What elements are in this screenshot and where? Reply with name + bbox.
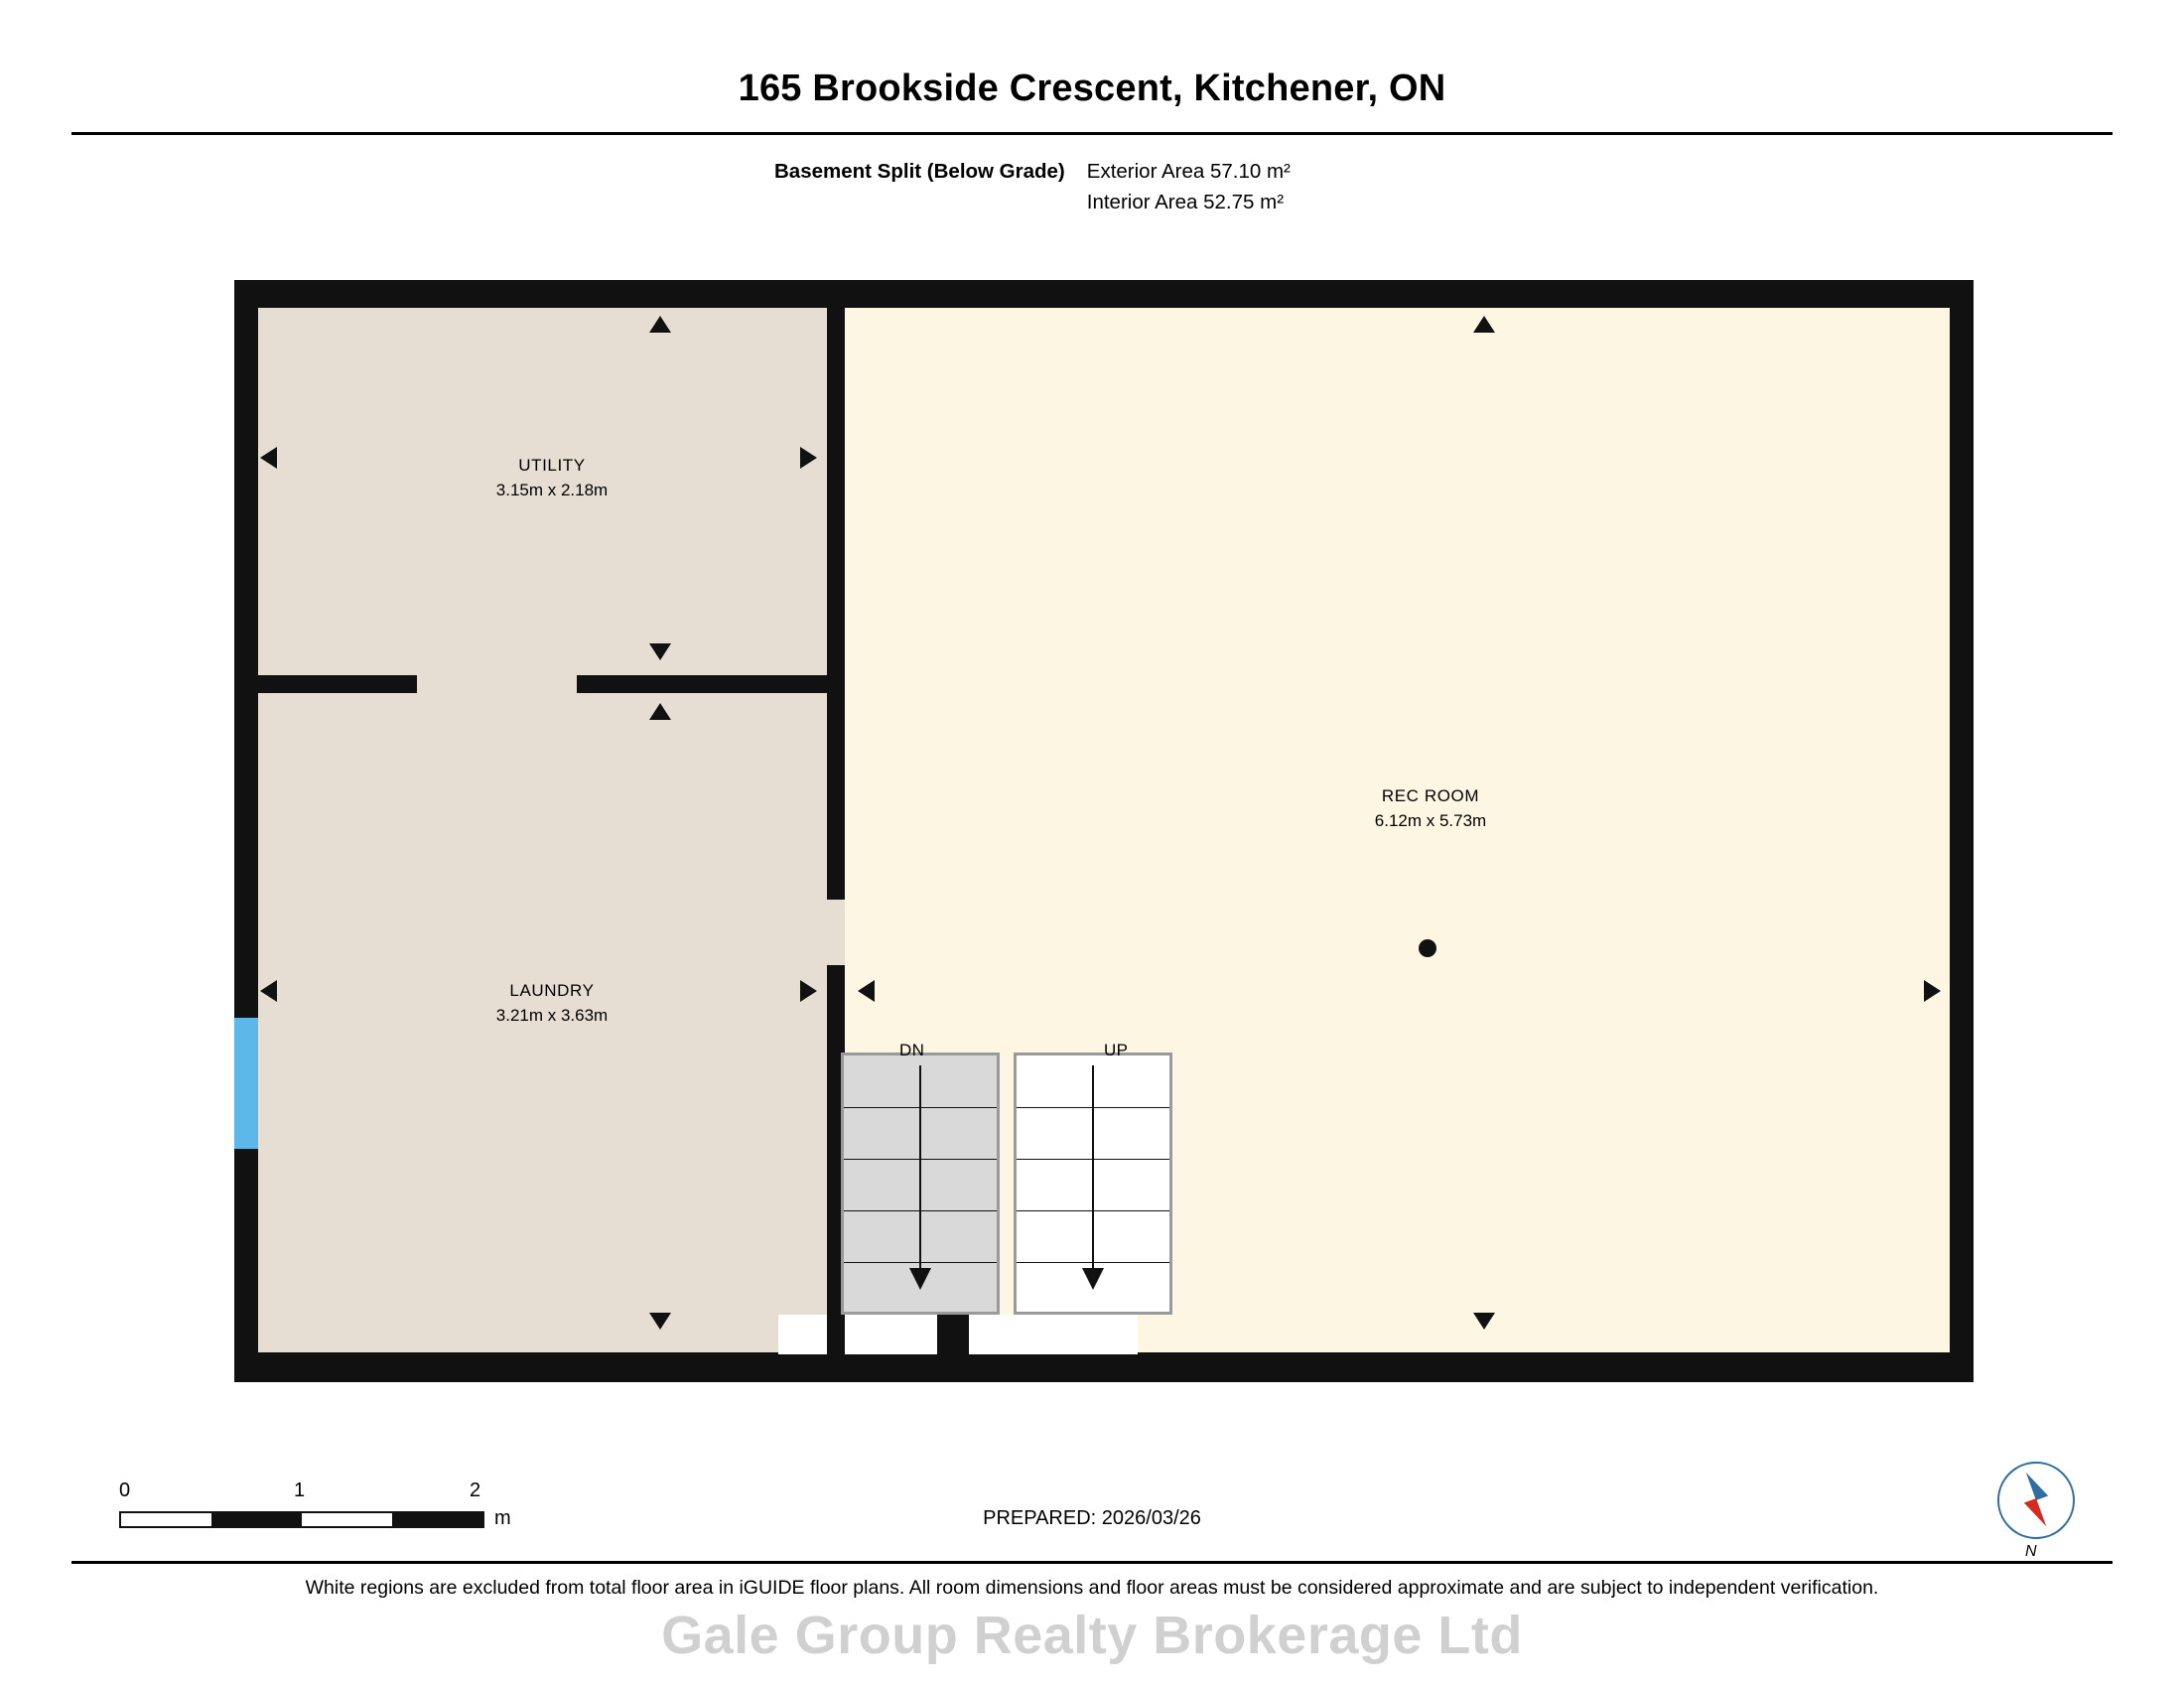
level-label: Basement Split (Below Grade) bbox=[774, 160, 1065, 183]
stair-direction-line bbox=[919, 1065, 921, 1274]
interior-wall-center-upper bbox=[827, 308, 845, 900]
page-title: 165 Brookside Crescent, Kitchener, ON bbox=[738, 68, 1446, 109]
watermark: Gale Group Realty Brokerage Ltd bbox=[661, 1606, 1523, 1665]
room-dimensions-utility: 3.15m x 2.18m bbox=[495, 480, 609, 499]
room-name-laundry: LAUNDRY bbox=[509, 981, 595, 1000]
stair-label-up: UP bbox=[1104, 1041, 1129, 1059]
disclaimer-text: White regions are excluded from total floor area in iGUIDE floor plans. All room dimensions and floor areas must be considered approximate and are subject to independent verification. bbox=[305, 1577, 1879, 1599]
scale-tick-0: 0 bbox=[119, 1479, 131, 1501]
interior-wall-partition-right bbox=[577, 675, 845, 693]
stair-label-down: DN bbox=[899, 1041, 925, 1059]
room-label-utility bbox=[443, 454, 661, 502]
metadata-row-interior bbox=[774, 188, 1668, 218]
metadata-row-exterior bbox=[774, 157, 1668, 188]
title-divider bbox=[71, 132, 2113, 135]
window-left-wall bbox=[234, 1015, 258, 1152]
footer-divider bbox=[71, 1561, 2113, 1564]
plan-metadata bbox=[774, 157, 1668, 218]
staircase-up bbox=[1014, 1053, 1172, 1315]
direction-arrow-utility-south bbox=[649, 643, 671, 660]
scale-tick-1: 1 bbox=[294, 1479, 306, 1501]
direction-arrow-utility-west bbox=[260, 447, 277, 469]
direction-arrow-utility-east bbox=[800, 447, 817, 469]
scale-unit-label: m bbox=[494, 1507, 511, 1529]
floorplan-drawing bbox=[234, 280, 1974, 1382]
direction-arrow-rec-north bbox=[1473, 316, 1495, 333]
direction-arrow-laundry-east bbox=[800, 980, 817, 1002]
room-name-utility: UTILITY bbox=[518, 456, 586, 475]
scale-tick-labels bbox=[119, 1479, 496, 1505]
direction-arrow-laundry-south bbox=[649, 1313, 671, 1330]
room-label-rec-room bbox=[1311, 784, 1550, 833]
scale-tick-2: 2 bbox=[470, 1479, 481, 1501]
interior-area: Interior Area 52.75 m² bbox=[1086, 190, 1285, 213]
stair-direction-arrow-icon bbox=[909, 1268, 931, 1290]
prepared-date: PREPARED: 2026/03/26 bbox=[983, 1507, 1201, 1529]
room-dimensions-laundry: 3.21m x 3.63m bbox=[495, 1005, 609, 1025]
stair-direction-line bbox=[1092, 1065, 1094, 1274]
room-label-laundry bbox=[438, 979, 666, 1028]
staircase-down bbox=[841, 1053, 1000, 1315]
excluded-area-left bbox=[778, 1315, 937, 1354]
camera-point-marker bbox=[1419, 939, 1436, 957]
room-dimensions-rec-room: 6.12m x 5.73m bbox=[1374, 810, 1487, 830]
direction-arrow-laundry-west bbox=[260, 980, 277, 1002]
compass-north-label: N bbox=[2025, 1543, 2037, 1560]
direction-arrow-utility-north bbox=[649, 316, 671, 333]
direction-arrow-rec-west bbox=[858, 980, 875, 1002]
room-name-rec-room: REC ROOM bbox=[1381, 786, 1480, 805]
stair-direction-arrow-icon bbox=[1082, 1268, 1104, 1290]
excluded-area-right bbox=[969, 1315, 1138, 1354]
interior-wall-partition-left bbox=[258, 675, 417, 693]
direction-arrow-laundry-north bbox=[649, 703, 671, 720]
exterior-area: Exterior Area 57.10 m² bbox=[1086, 160, 1291, 183]
interior-wall-stair-base bbox=[937, 1315, 969, 1354]
direction-arrow-rec-east bbox=[1924, 980, 1941, 1002]
direction-arrow-rec-south bbox=[1473, 1313, 1495, 1330]
compass-icon bbox=[1997, 1462, 2075, 1560]
